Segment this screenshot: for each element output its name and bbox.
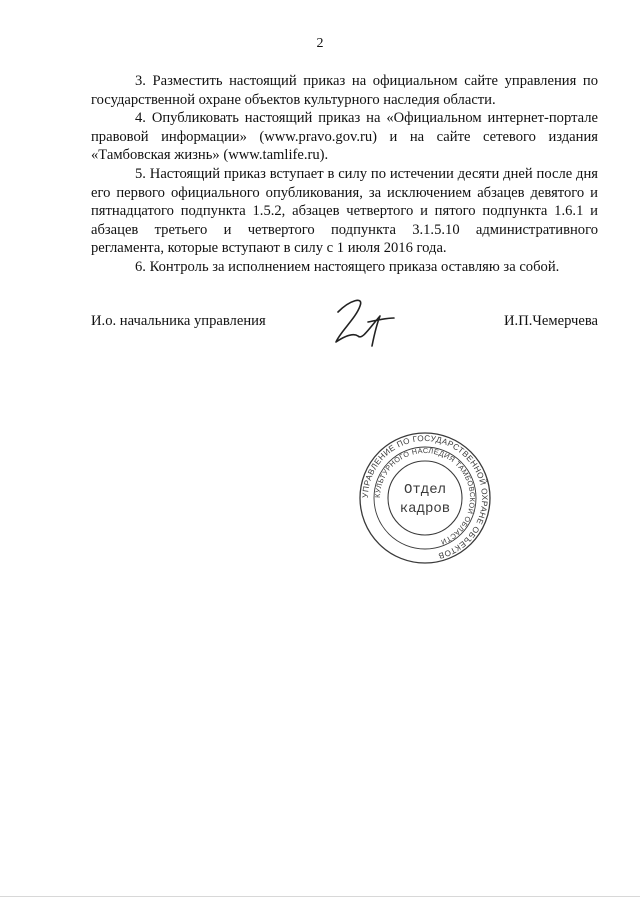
paragraph-6: 6. Контроль за исполнением настоящего приказа оставляю за собой.	[135, 258, 560, 275]
paragraph-4: 4. Опубликовать настоящий приказ на «Официальном интернет-портале правовой информации» (www.pravo.gov.ru) и на сайте сетевого издания «Тамбовская жизнь» (www.tamlife.ru).	[91, 110, 598, 164]
stamp-center-line-2: кадров	[399, 501, 451, 517]
stamp-inner-text: КУЛЬТУРНОГО НАСЛЕДИЯ ТАМБОВСКОЙ ОБЛАСТИ	[372, 445, 478, 547]
signer-title: И.о. начальника управления	[91, 313, 266, 329]
paragraph-3: 3. Разместить настоящий приказ на официальном сайте управления по государственной охране объектов культурного наследия области.	[91, 73, 598, 108]
signer-name: И.П.Чемерчева	[504, 313, 598, 329]
page-bottom-edge	[0, 896, 640, 897]
stamp-center-line-1: Отдел	[403, 482, 447, 498]
handwritten-signature	[328, 292, 398, 352]
stamp-outer-text: УПРАВЛЕНИЕ ПО ГОСУДАРСТВЕННОЙ ОХРАНЕ ОБЪЕКТОВ	[360, 433, 490, 561]
document-body	[91, 72, 598, 277]
page-number: 2	[316, 36, 324, 51]
official-stamp	[357, 430, 493, 566]
paragraph-5: 5. Настоящий приказ вступает в силу по истечении десяти дней после дня его первого официального опубликования, за исключением абзацев девятого и пятнадцатого подпункта 1.5.2, абзацев четвертого и пятого подпункта 1.6.1 и абзацев третьего и четвертого подпункта 3.1.5.10 административного регламента, которые вступают в силу с 1 июля 2016 года.	[91, 165, 598, 257]
